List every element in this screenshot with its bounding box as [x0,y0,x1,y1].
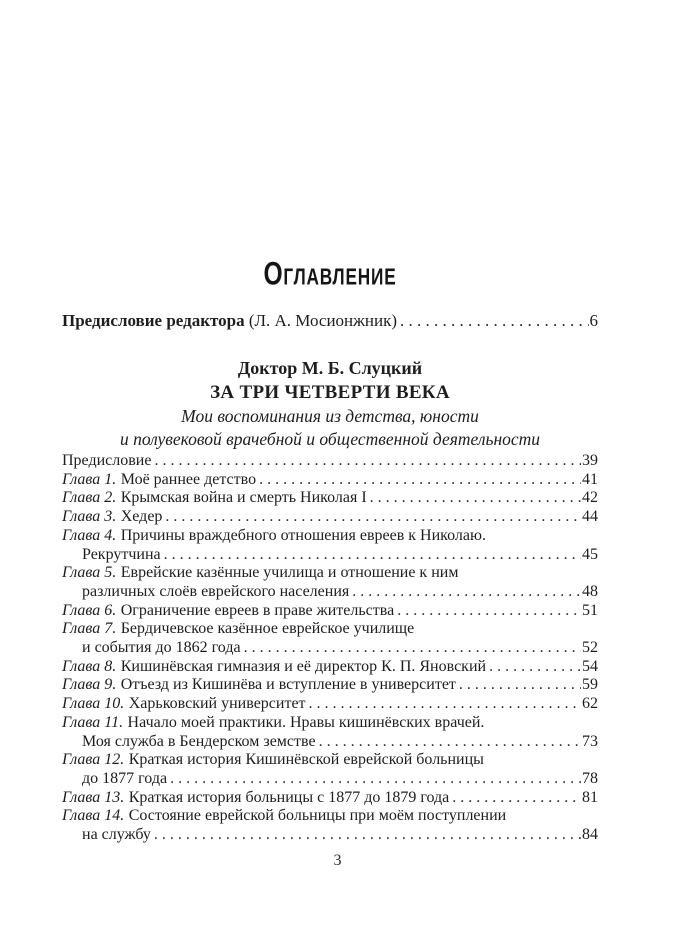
chapter-label: Глава 13. [62,788,125,806]
page-ref: 42 [582,489,598,507]
toc-entry-continuation [62,826,598,845]
toc-title: Оглавление [263,256,397,293]
toc-entry [62,676,598,695]
dot-leader [170,770,581,789]
page-ref: 45 [582,545,598,563]
toc-entry-continuation [62,639,598,658]
toc-entry [62,751,598,788]
page-ref: 81 [582,788,598,806]
toc-entry-line [62,789,598,808]
chapter-title: Харьковский университет [128,695,306,713]
dot-leader [259,471,581,490]
page-ref: 6 [589,311,598,330]
dot-leader [400,310,588,331]
toc-entry [62,452,598,471]
toc-entry [62,620,598,657]
dot-leader [154,826,581,845]
page-ref: 73 [582,732,598,750]
dot-leader [352,583,581,602]
page-ref: 44 [582,508,598,526]
page-ref: 52 [582,639,598,657]
toc-entry-line [62,676,598,695]
chapter-label: Глава 4. [62,526,117,544]
chapter-title-continued: до 1877 года [82,769,168,787]
page-ref: 78 [582,769,598,787]
toc-entry-line [62,658,598,677]
chapter-title-continued: Рекрутчина [82,545,161,563]
toc-entry [62,489,598,508]
dot-leader [309,695,581,714]
toc-entry [62,714,598,751]
chapter-label: Глава 11. [62,713,124,731]
toc-entry-line [62,471,598,490]
toc-entry-continuation [62,770,598,789]
chapter-title: Моё раннее детство [120,470,257,488]
dot-leader [244,639,581,658]
editor-preface-label: Предисловие редактора [62,311,245,330]
chapter-title: Краткая история Кишинёвской еврейской больницы [128,751,484,769]
chapter-title: Еврейские казённые училища и отношение к ним [120,564,459,582]
page-ref: 59 [582,676,598,694]
chapter-label: Глава 2. [62,489,117,507]
toc-entry [62,807,598,844]
book-title: ЗА ТРИ ЧЕТВЕРТИ ВЕКА [210,382,450,403]
toc-entry-line [62,807,598,826]
toc-entry [62,527,598,564]
toc-entry-line [62,508,598,527]
book-heading [62,357,598,450]
chapter-title: Ограничение евреев в праве жительства [120,601,395,619]
chapter-label: Глава 12. [62,751,125,769]
dot-leader [370,489,581,508]
chapter-label: Глава 7. [62,620,117,638]
dot-leader [164,546,581,565]
toc-entry-line [62,751,598,770]
dot-leader [397,602,581,621]
dot-leader [319,733,581,752]
toc-entry [62,602,598,621]
chapter-title-continued: на службу [82,826,151,844]
toc-entry-continuation [62,583,598,602]
chapter-label: Глава 9. [62,676,117,694]
chapter-title: Кишинёвская гимназия и её директор К. П. Яновский [120,657,487,675]
toc-entry-continuation [62,546,598,565]
book-subtitle-line2: и полувековой врачебной и общественной деятельности [119,428,541,449]
chapter-title: Причины враждебного отношения евреев к Николаю. [120,526,486,544]
toc-entry-line [62,602,598,621]
toc-entry [62,789,598,808]
chapter-label: Глава 3. [62,508,117,526]
toc-entry [62,508,598,527]
page-content [62,0,598,845]
toc-entry [62,564,598,601]
chapter-title: Отъезд из Кишинёва и вступление в университет [120,676,456,694]
chapter-label: Глава 8. [62,657,117,675]
chapter-title: Состояние еврейской больницы при моём поступлении [128,807,507,825]
page-ref: 62 [582,695,598,713]
toc-entry-line [62,695,598,714]
toc-entry-line [62,452,598,471]
chapter-title: Бердичевское казённое еврейское училище [120,620,415,638]
toc-entry-continuation [62,733,598,752]
chapter-title: Начало моей практики. Нравы кишинёвских врачей. [127,713,485,731]
page-ref: 41 [582,470,598,488]
chapter-title: Краткая история больницы с 1877 до 1879 года [128,788,450,806]
dot-leader [452,789,581,808]
toc-entry-line [62,489,598,508]
chapter-label: Глава 1. [62,470,117,488]
folio-page-number: 3 [333,852,342,869]
dot-leader [459,676,581,695]
chapter-title: Хедер [120,508,163,526]
chapter-title: Крымская война и смерть Николая I [120,489,367,507]
chapter-label: Глава 10. [62,695,125,713]
chapter-title: Предисловие [62,452,152,469]
dot-leader [489,658,581,677]
chapter-label: Глава 6. [62,601,117,619]
page-ref: 48 [582,582,598,600]
toc-entry-line [62,714,598,733]
page-ref: 39 [582,452,598,469]
chapter-label: Глава 14. [62,807,125,825]
chapter-title-continued: Моя служба в Бендерском земстве [82,732,316,750]
dot-leader [154,452,581,471]
toc-list [62,452,598,845]
chapter-title-continued: различных слоёв еврейского населения [82,582,350,600]
toc-entry-line [62,620,598,639]
chapter-title-continued: и события до 1862 года [82,639,241,657]
toc-entry [62,471,598,490]
page-ref: 84 [582,826,598,844]
toc-entry [62,695,598,714]
page-ref: 54 [582,657,598,675]
toc-entry [62,658,598,677]
toc-entry-line [62,527,598,546]
chapter-label: Глава 5. [62,564,117,582]
toc-entry-line [62,564,598,583]
dot-leader [165,508,581,527]
toc-entry-editor-preface [62,310,598,331]
page-ref: 51 [582,601,598,619]
book-subtitle-line1: Мои воспоминания из детства, юности [181,406,479,426]
book-author: Доктор М. Б. Слуцкий [237,358,423,378]
editor-preface-author: (Л. А. Мосионжник) [248,311,398,330]
